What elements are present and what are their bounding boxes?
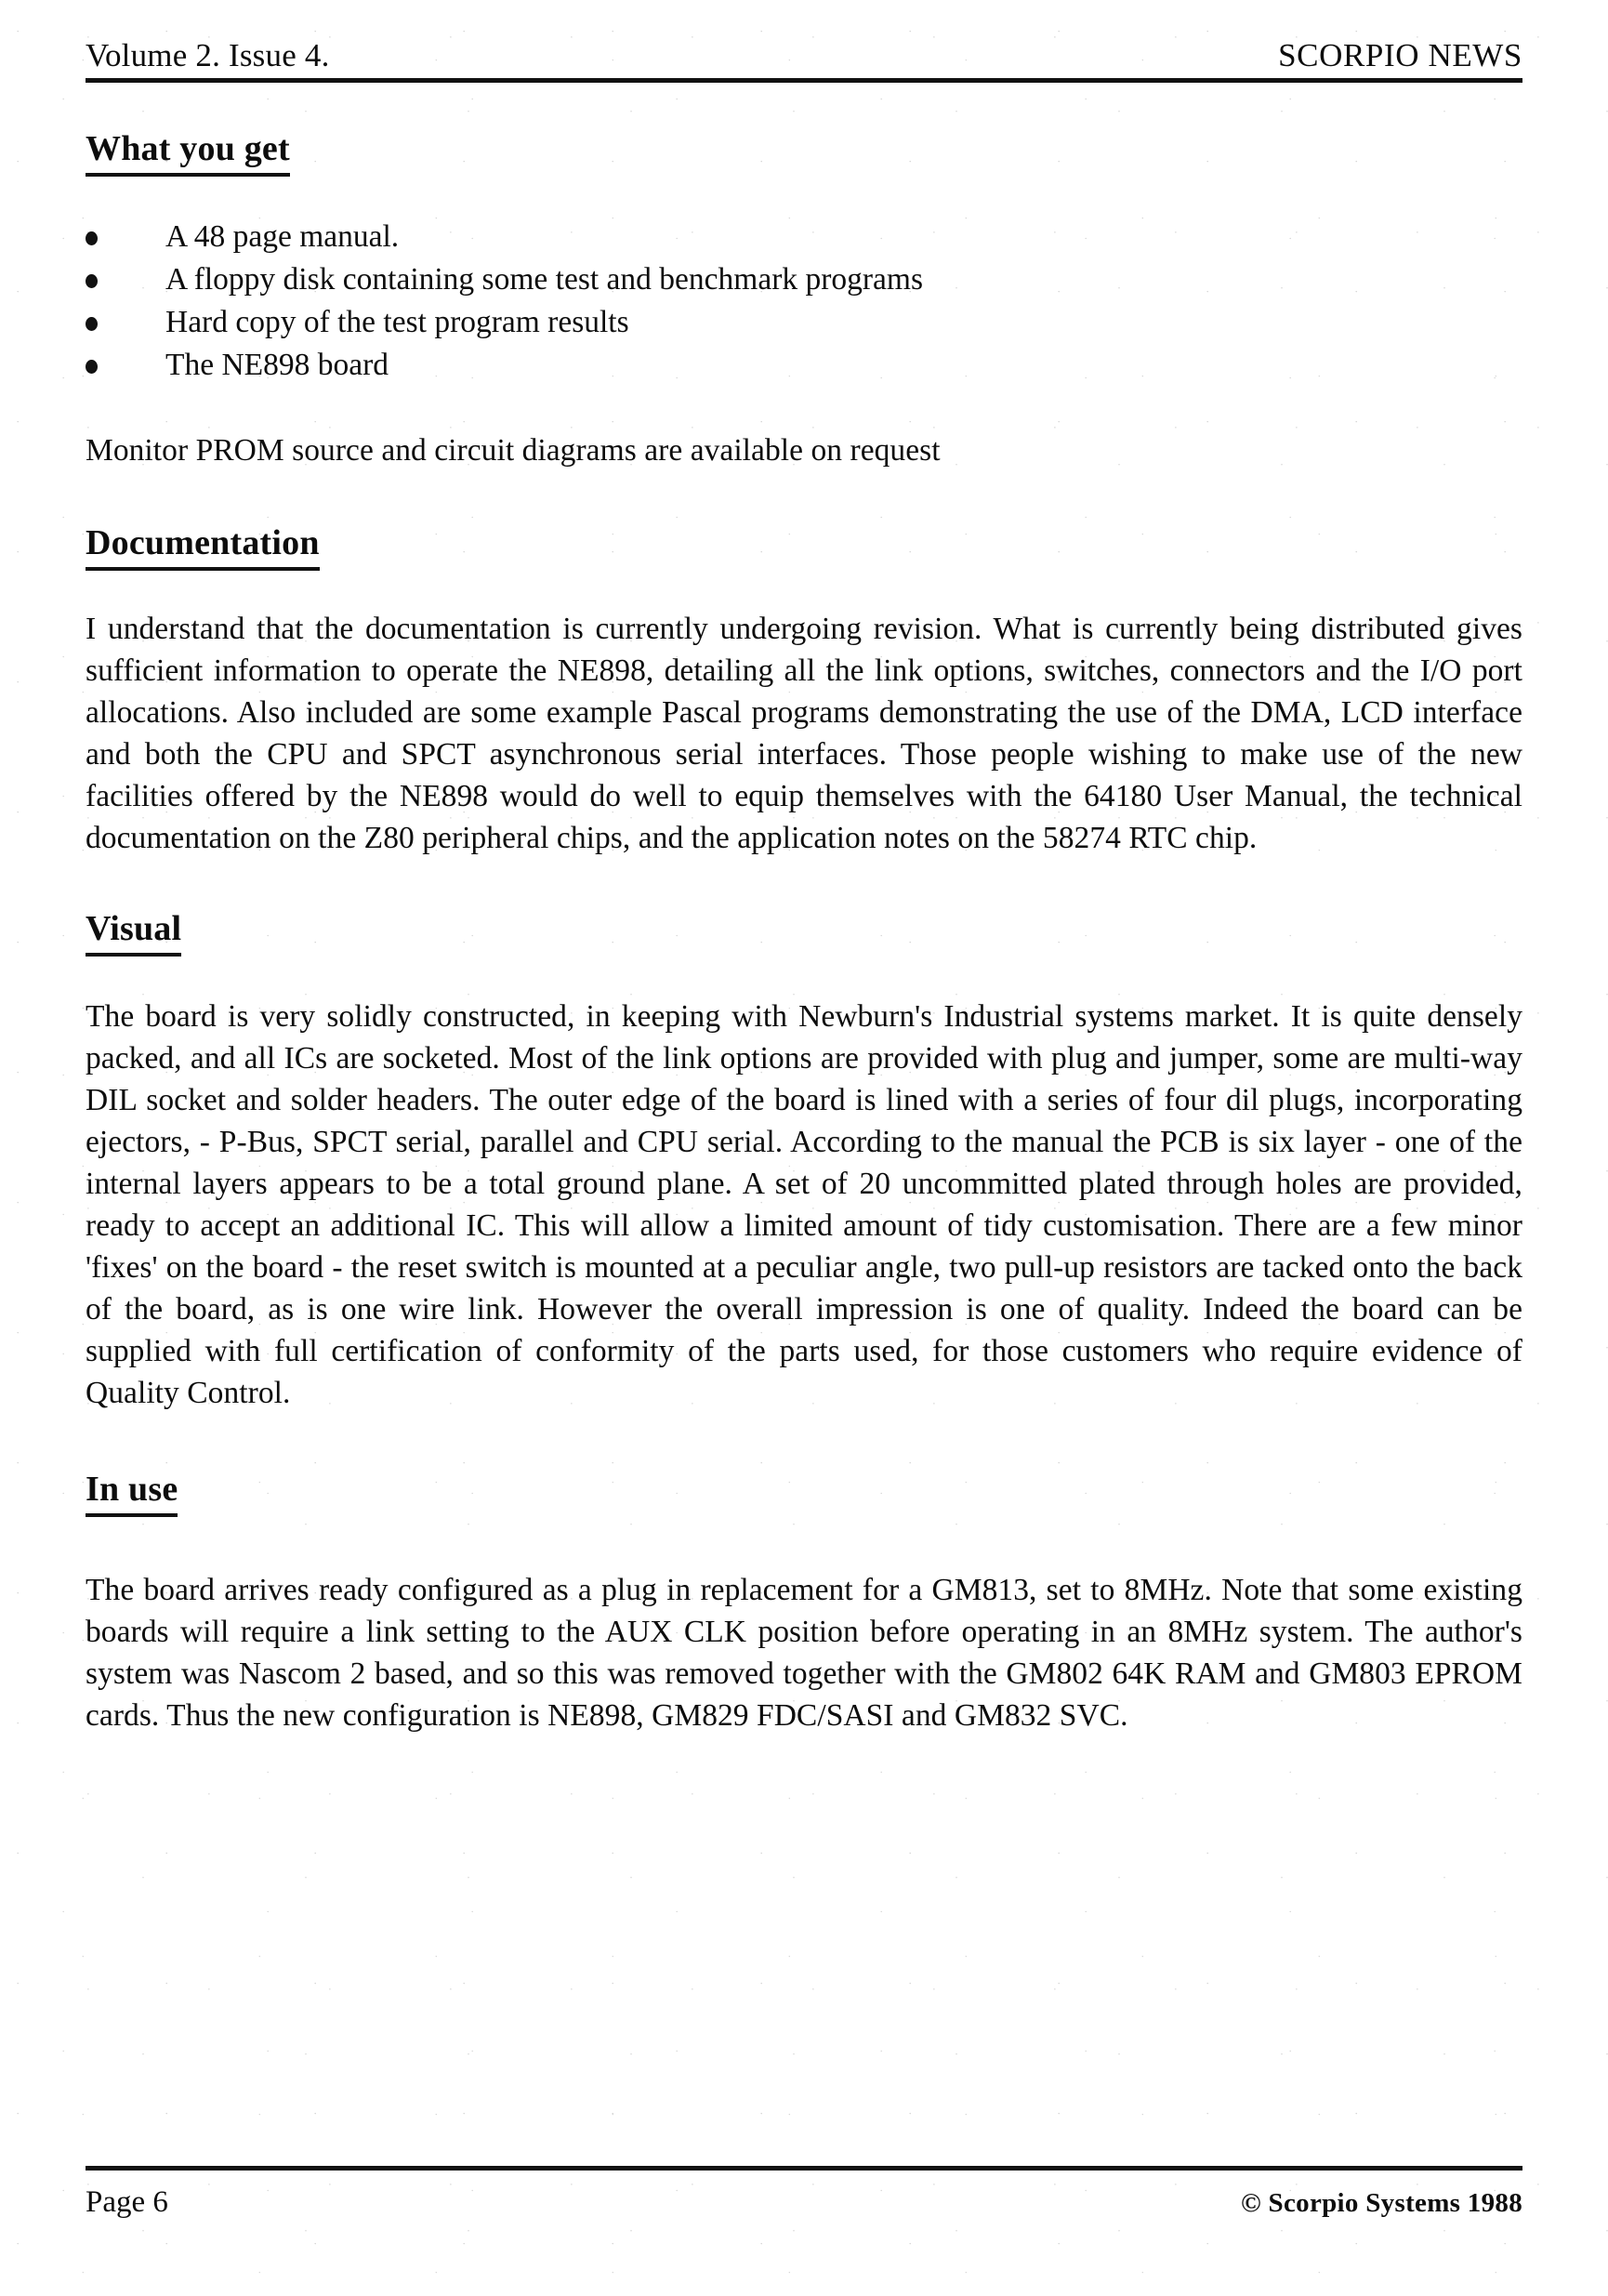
heading-what-you-get: What you get <box>86 131 290 177</box>
bullet-icon <box>86 274 98 288</box>
footer-row <box>86 2185 1522 2220</box>
visual-paragraph: The board is very solidly constructed, in keeping with Newburn's Industrial systems market. It is quite densely packed, and all ICs are socketed. Most of the link options are provided with plug and jumper, some are multi-way DIL socket and solder headers. The outer edge of the board is lined with a series of four dil plugs, incorporating ejectors, - P-Bus, SPCT serial, parallel and CPU serial. According to the manual the PCB is six layer - one of the internal layers appears to be a total ground plane. A set of 20 uncommitted plated through holes are provided, ready to accept an additional IC. This will allow a limited amount of tidy customisation. There are a few minor 'fixes' on the board - the reset switch is mounted at a peculiar angle, two pull-up resistors are tacked onto the back of the board, as is one wire link. However the overall impression is one of quality. Indeed the board can be supplied with full certification of conformity of the parts used, for those customers who require evidence of Quality Control. <box>86 998 1522 1410</box>
publication-title: SCORPIO NEWS <box>1278 37 1522 73</box>
page-content <box>86 0 1522 1736</box>
page-footer <box>86 2166 1522 2220</box>
in-use-heading-wrap <box>86 1471 1522 1517</box>
list-item <box>86 344 1522 387</box>
list-item-label: A 48 page manual. <box>165 218 400 254</box>
heading-visual: Visual <box>86 911 181 957</box>
what-you-get-heading-wrap <box>86 131 1522 177</box>
issue-label: Volume 2. Issue 4. <box>86 37 330 73</box>
page-number: Page 6 <box>86 2185 168 2219</box>
copyright-notice: © Scorpio Systems 1988 <box>1241 2188 1522 2218</box>
bullet-icon <box>86 360 98 374</box>
documentation-heading-wrap <box>86 522 1522 571</box>
list-item <box>86 258 1522 301</box>
monitor-prom-note: Monitor PROM source and circuit diagrams are available on request <box>86 432 941 468</box>
list-item-label: Hard copy of the test program results <box>165 304 629 339</box>
list-item <box>86 301 1522 344</box>
visual-heading-wrap <box>86 908 1522 957</box>
bullet-icon <box>86 317 98 331</box>
heading-documentation: Documentation <box>86 525 320 571</box>
bullet-icon <box>86 231 98 245</box>
list-item-label: A floppy disk containing some test and benchmark programs <box>165 261 924 297</box>
documentation-paragraph: I understand that the documentation is currently undergoing revision. What is currently being distributed gives sufficient information to operate the NE898, detailing all the link options, switches, connectors and the I/O port allocations. Also included are some example Pascal programs demonstrating the use of the DMA, LCD interface and both the CPU and SPCT asynchronous serial interfaces. Those people wishing to make use of the new facilities offered by the NE898 would do well to equip themselves with the 64180 User Manual, the technical documentation on the Z80 peripheral chips, and the application notes on the 58274 RTC chip. <box>86 611 1522 855</box>
what-you-get-list <box>86 216 1522 387</box>
in-use-paragraph: The board arrives ready configured as a plug in replacement for a GM813, set to 8MHz. Note that some existing boards will require a link setting to the AUX CLK position before operating in an 8MHz system. The author's system was Nascom 2 based, and so this was removed together with the GM802 64K RAM and GM803 EPROM cards. Thus the new configuration is NE898, GM829 FDC/SASI and GM832 SVC. <box>86 1572 1522 1733</box>
list-item-label: The NE898 board <box>165 347 389 382</box>
running-head <box>86 39 1522 72</box>
list-item <box>86 216 1522 258</box>
footer-rule <box>86 2166 1522 2171</box>
heading-in-use: In use <box>86 1471 178 1517</box>
